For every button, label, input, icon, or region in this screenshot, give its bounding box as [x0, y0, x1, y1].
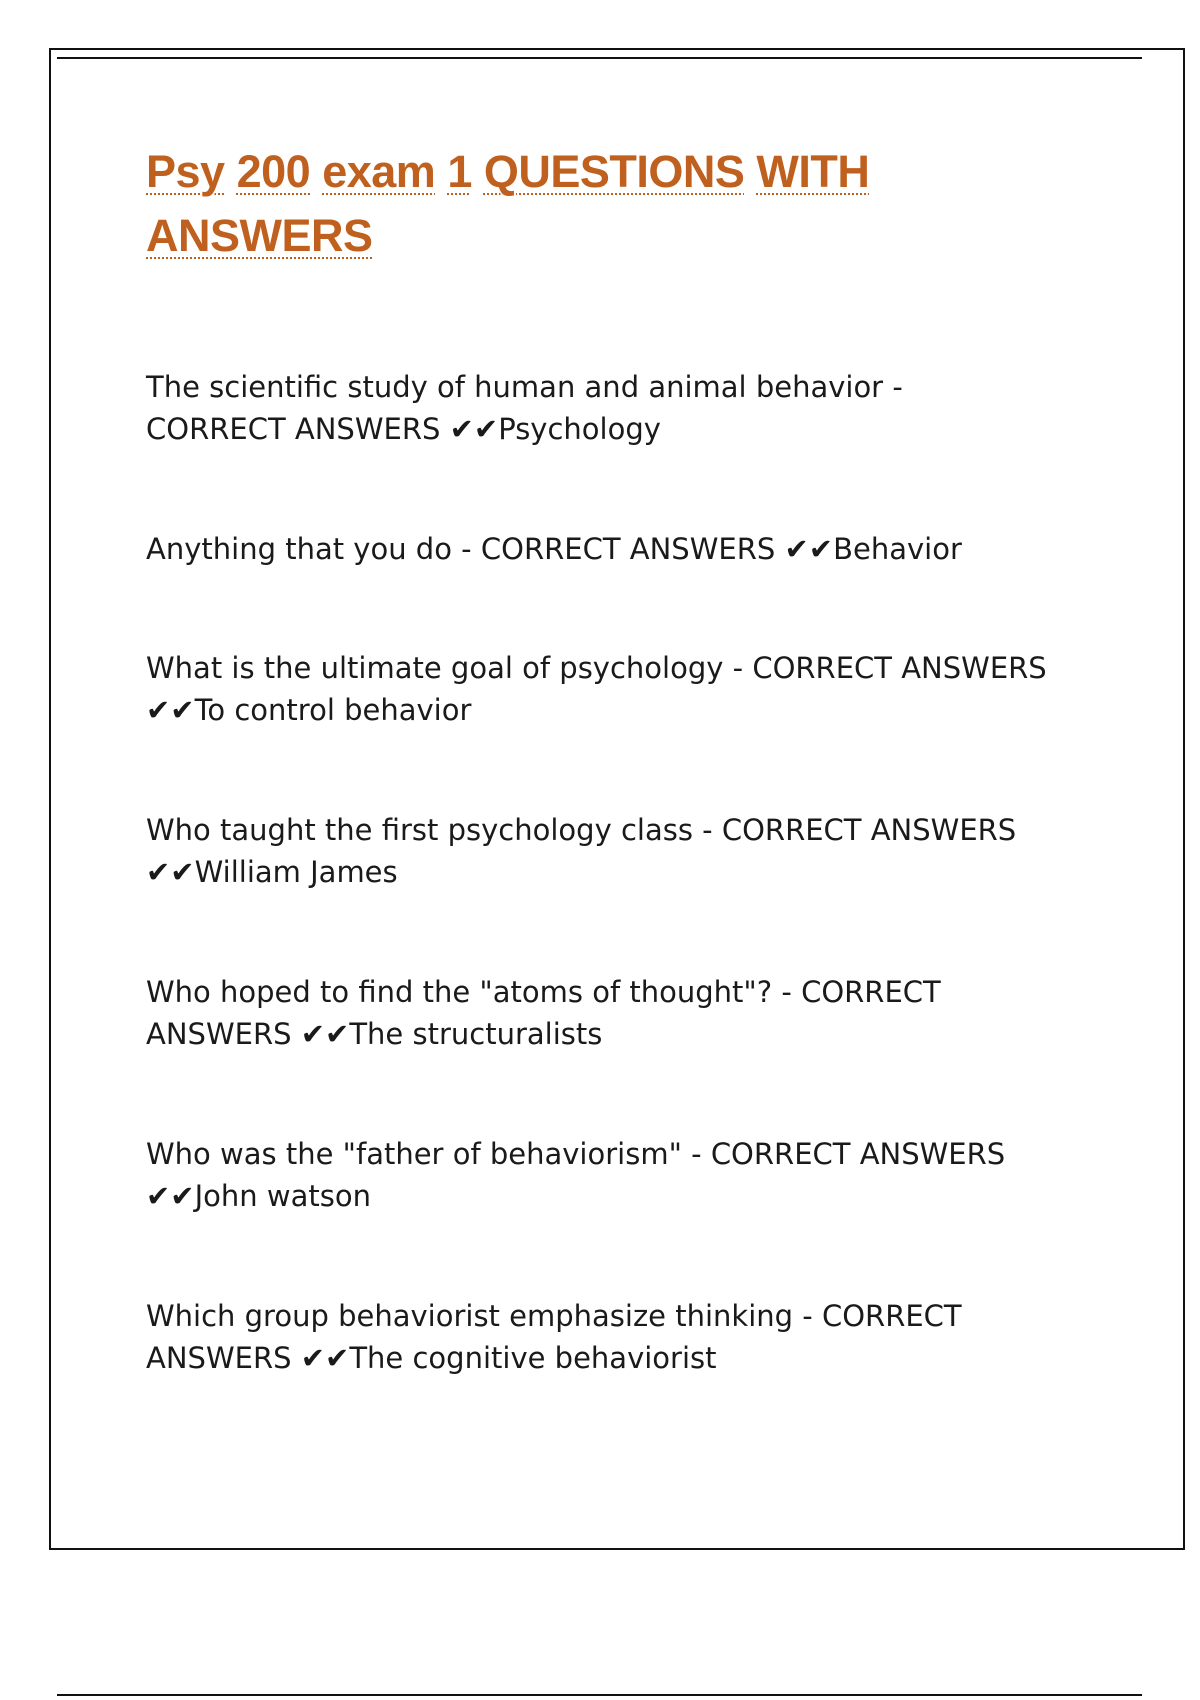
question-text: What is the ultimate goal of psychology: [146, 651, 724, 685]
double-check-icon: ✔✔: [146, 693, 195, 727]
answer-text: Psychology: [498, 412, 661, 446]
separator: -: [793, 1299, 822, 1333]
qa-list: [146, 366, 1086, 1457]
double-check-icon: ✔✔: [146, 855, 195, 889]
separator: -: [681, 1137, 711, 1171]
double-check-icon: ✔✔: [300, 1017, 350, 1051]
title-word: 200: [236, 146, 311, 197]
answer-text: William James: [194, 855, 398, 889]
double-check-icon: ✔✔: [300, 1341, 350, 1375]
double-check-icon: ✔✔: [146, 1179, 195, 1213]
title-word: ANSWERS: [146, 210, 373, 261]
answer-marker: CORRECT ANSWERS: [721, 813, 1017, 847]
answer-marker: CORRECT ANSWERS: [146, 975, 941, 1051]
separator: -: [692, 813, 722, 847]
qa-item: [146, 1133, 1086, 1217]
qa-item: [146, 1295, 1086, 1379]
answer-text: To control behavior: [194, 693, 472, 727]
title-word: 1: [447, 146, 472, 197]
answer-text: Behavior: [833, 532, 962, 566]
question-text: Anything that you do: [146, 532, 452, 566]
title-word: WITH: [756, 146, 870, 197]
answer-marker: CORRECT ANSWERS: [710, 1137, 1006, 1171]
qa-item: [146, 971, 1086, 1055]
qa-item: [146, 366, 1086, 450]
double-check-icon: ✔✔: [784, 532, 834, 566]
answer-marker: CORRECT ANSWERS: [480, 532, 776, 566]
question-text: The scientific study of human and animal behavior: [146, 370, 884, 404]
separator: -: [451, 532, 481, 566]
question-text: Who taught the first psychology class: [146, 813, 693, 847]
answer-marker: CORRECT ANSWERS: [146, 1299, 962, 1375]
document-title: [146, 140, 1046, 268]
qa-item: [146, 809, 1086, 893]
question-text: Which group behaviorist emphasize thinking: [146, 1299, 794, 1333]
question-text: Who was the "father of behaviorism": [146, 1137, 682, 1171]
answer-marker: CORRECT ANSWERS: [146, 412, 441, 446]
separator: -: [772, 975, 802, 1009]
qa-item: [146, 647, 1086, 731]
answer-marker: CORRECT ANSWERS: [752, 651, 1047, 685]
answer-text: The structuralists: [349, 1017, 603, 1051]
title-word: QUESTIONS: [483, 146, 745, 197]
answer-text: John watson: [194, 1179, 371, 1213]
answer-text: The cognitive behaviorist: [349, 1341, 717, 1375]
qa-item: [146, 528, 1086, 570]
title-word: Psy: [146, 146, 225, 197]
bottom-rule: [57, 1694, 1142, 1696]
title-word: exam: [322, 146, 436, 197]
separator: -: [883, 370, 903, 404]
double-check-icon: ✔✔: [449, 412, 499, 446]
separator: -: [723, 651, 753, 685]
question-text: Who hoped to find the "atoms of thought"?: [146, 975, 773, 1009]
